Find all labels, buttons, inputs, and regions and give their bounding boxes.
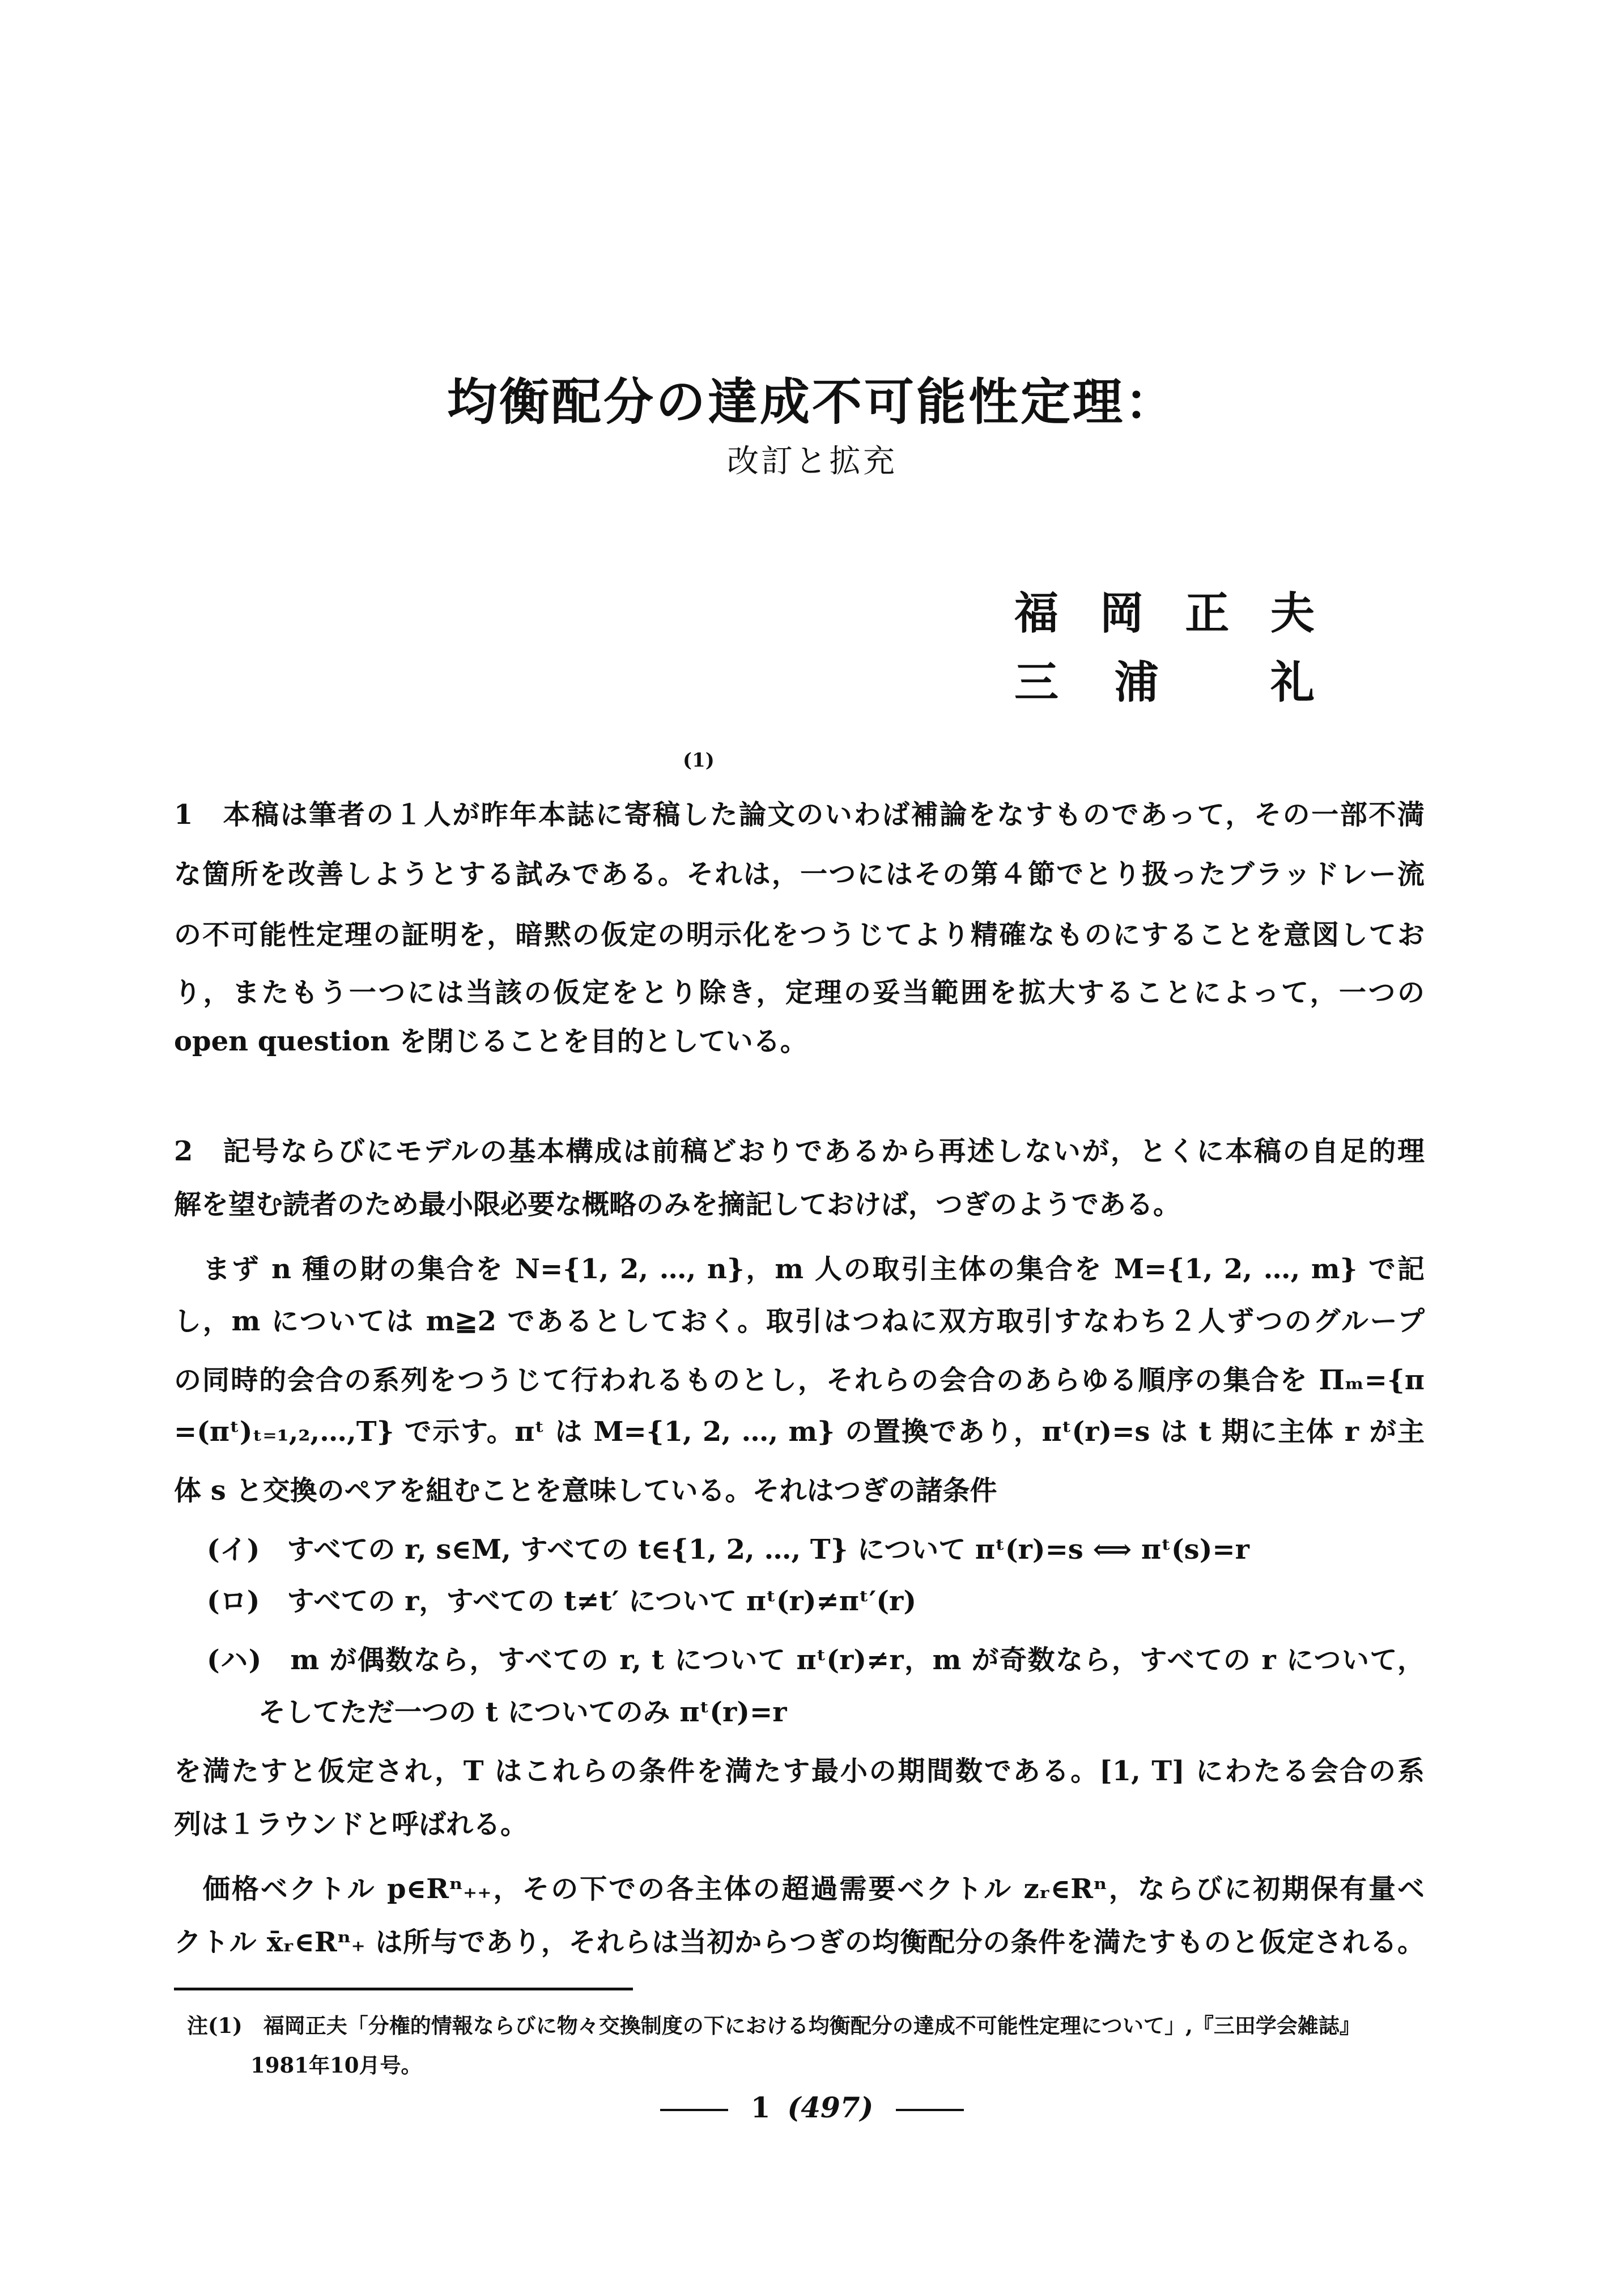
paper-subtitle: 改訂と拡充	[727, 443, 897, 480]
body-line: 価格ベクトル p∈Rⁿ₊₊，その下での各主体の超過需要ベクトル zᵣ∈Rⁿ，ならびに初期保有量ベ	[174, 1873, 1425, 1905]
body-line: の同時的会合の系列をつうじて行われるものとし，それらの会合のあらゆる順序の集合を Πₘ={π	[174, 1364, 1425, 1396]
paper-title: 均衡配分の達成不可能性定理：	[447, 372, 1177, 431]
author-2-char: 三	[1014, 657, 1059, 708]
body-line: し，m については m≧2 であるとしておく。取引はつねに双方取引すなわち２人ずつのグループ	[174, 1305, 1425, 1337]
author-1-char: 岡	[1099, 588, 1144, 639]
body-line: な箇所を改善しようとする試みである。それは，一つにはその第４節でとり扱ったブラッドレー流	[174, 858, 1425, 890]
body-line: =(πᵗ)ₜ₌₁,₂,…,T} で示す。πᵗ は M={1, 2, …, m} の置換であり，πᵗ(r)=s は t 期に主体 r が主	[174, 1416, 1425, 1448]
body-line: の不可能性定理の証明を，暗黙の仮定の明示化をつうじてより精確なものにすることを意図してお	[174, 919, 1425, 951]
author-1-char: 正	[1185, 588, 1230, 639]
body-line: まず n 種の財の集合を N={1, 2, …, n}，m 人の取引主体の集合を M={1, 2, …, m} で記	[174, 1253, 1425, 1285]
body-line: open question を閉じることを目的としている。	[174, 1026, 807, 1057]
condition-ro: (ロ) すべての r，すべての t≠t′ について πᵗ(r)≠πᵗ′(r)	[207, 1585, 917, 1617]
author-1-char: 福	[1014, 588, 1059, 639]
body-line: 体 s と交換のペアを組むことを意味している。それはつぎの諸条件	[174, 1475, 997, 1507]
page-number-value: 1	[750, 2091, 771, 2124]
dash-right	[896, 2109, 964, 2111]
page-number	[0, 2091, 1624, 2124]
author-2-char: 礼	[1270, 657, 1315, 708]
body-line: 解を望む読者のため最小限必要な概略のみを摘記しておけば，つぎのようである。	[174, 1189, 1181, 1220]
footnote-reference: (1)	[683, 749, 715, 772]
footnote-1-cont: 1981年10月号。	[250, 2053, 422, 2078]
author-2-char: 浦	[1114, 657, 1159, 708]
condition-i: (イ) すべての r, s∈M, すべての t∈{1, 2, …, T} について πᵗ(r)=s ⟺ πᵗ(s)=r	[207, 1534, 1249, 1565]
author-1-char: 夫	[1270, 588, 1315, 639]
condition-ha-cont: そしてただ一つの t についてのみ πᵗ(r)=r	[258, 1696, 787, 1728]
body-line: り，またもう一つには当該の仮定をとり除き，定理の妥当範囲を拡大することによって，一つの	[174, 977, 1425, 1009]
body-line: 2 記号ならびにモデルの基本構成は前稿どおりであるから再述しないが，とくに本稿の自足的理	[174, 1135, 1425, 1167]
footnote-divider	[174, 1988, 633, 1990]
dash-left	[660, 2109, 728, 2111]
footnote-1: 注(1) 福岡正夫「分権的情報ならびに物々交換制度の下における均衡配分の達成不可能性定理について」,『三田学会雑誌』	[187, 2013, 1361, 2038]
author-1	[1014, 578, 1315, 641]
body-line: 列は１ラウンドと呼ばれる。	[174, 1809, 528, 1840]
body-line: 1 本稿は筆者の１人が昨年本誌に寄稿した論文のいわば補論をなすものであって，その一部不満	[174, 799, 1425, 831]
author-2	[1014, 647, 1315, 711]
body-line: を満たすと仮定され，T はこれらの条件を満たす最小の期間数である。[1, T] にわたる会合の系	[174, 1755, 1425, 1787]
original-page-number: (497)	[787, 2091, 874, 2124]
body-line: クトル x̄ᵣ∈Rⁿ₊ は所与であり，それらは当初からつぎの均衡配分の条件を満たすものと仮定される。	[174, 1926, 1425, 1958]
condition-ha: (ハ) m が偶数なら，すべての r, t について πᵗ(r)≠r，m が奇数なら，すべての r について，	[207, 1644, 1425, 1676]
